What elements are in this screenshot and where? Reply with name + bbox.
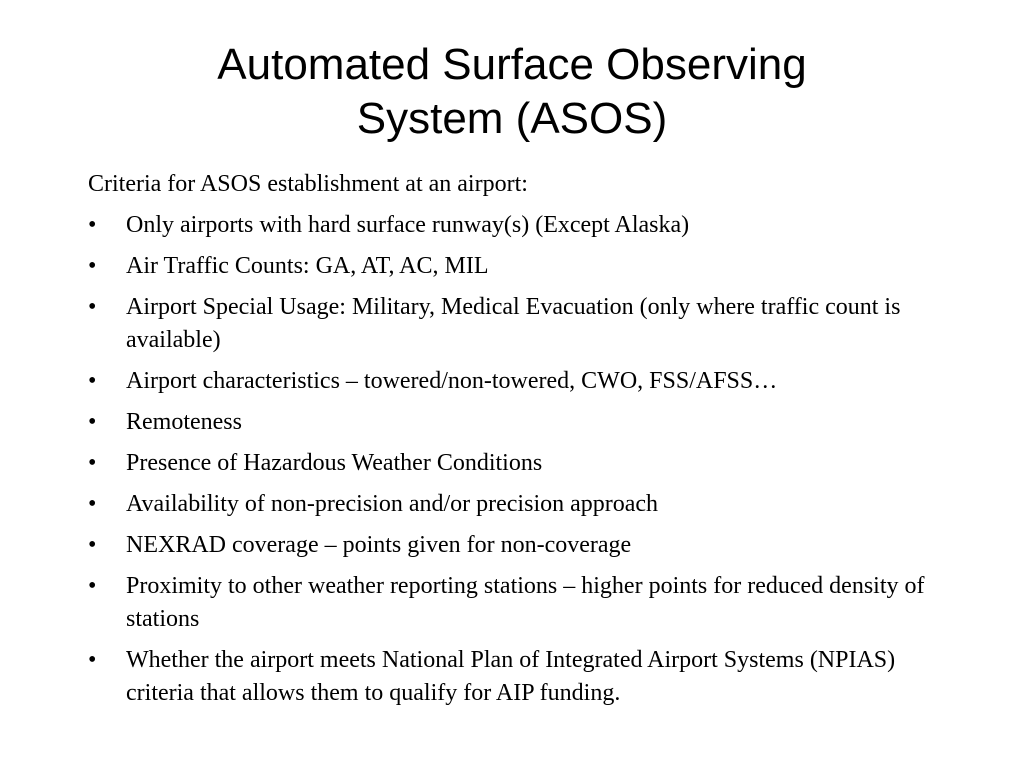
slide-title xyxy=(60,38,964,146)
list-item xyxy=(88,250,948,283)
intro-text: Criteria for ASOS establishment at an airport: xyxy=(88,171,528,197)
list-item xyxy=(88,365,948,398)
bullet-icon: • xyxy=(88,491,97,517)
list-item xyxy=(88,644,948,710)
bullet-icon: • xyxy=(88,368,97,394)
list-item-text: Proximity to other weather reporting stations – higher points for reduced density of stations xyxy=(126,573,925,632)
list-item-text: Presence of Hazardous Weather Conditions xyxy=(126,450,543,476)
bullet-icon: • xyxy=(88,450,97,476)
list-item-text: Airport Special Usage: Military, Medical Evacuation (only where traffic count is available) xyxy=(126,294,901,353)
bullet-icon: • xyxy=(88,409,97,435)
bullet-icon: • xyxy=(88,532,97,558)
list-item xyxy=(88,570,948,636)
list-item xyxy=(88,447,948,480)
slide-title-line-2: System (ASOS) xyxy=(356,94,668,143)
slide-body xyxy=(88,168,948,718)
list-item-text: NEXRAD coverage – points given for non-coverage xyxy=(126,532,632,558)
criteria-list xyxy=(88,209,948,710)
list-item-text: Whether the airport meets National Plan of Integrated Airport Systems (NPIAS) criteria that allows them to qualify for AIP funding. xyxy=(126,647,896,706)
list-item-text: Airport characteristics – towered/non-towered, CWO, FSS/AFSS… xyxy=(126,368,778,394)
slide-title-line-1: Automated Surface Observing xyxy=(217,40,807,89)
bullet-icon: • xyxy=(88,573,97,599)
list-item-text: Air Traffic Counts: GA, AT, AC, MIL xyxy=(126,253,489,279)
list-item-text: Only airports with hard surface runway(s) (Except Alaska) xyxy=(126,212,690,238)
list-item xyxy=(88,529,948,562)
bullet-icon: • xyxy=(88,647,97,673)
list-item xyxy=(88,209,948,242)
list-item xyxy=(88,406,948,439)
bullet-icon: • xyxy=(88,253,97,279)
bullet-icon: • xyxy=(88,212,97,238)
list-item xyxy=(88,291,948,357)
list-item-text: Remoteness xyxy=(126,409,242,435)
bullet-icon: • xyxy=(88,294,97,320)
list-item xyxy=(88,488,948,521)
list-item-text: Availability of non-precision and/or precision approach xyxy=(126,491,659,517)
